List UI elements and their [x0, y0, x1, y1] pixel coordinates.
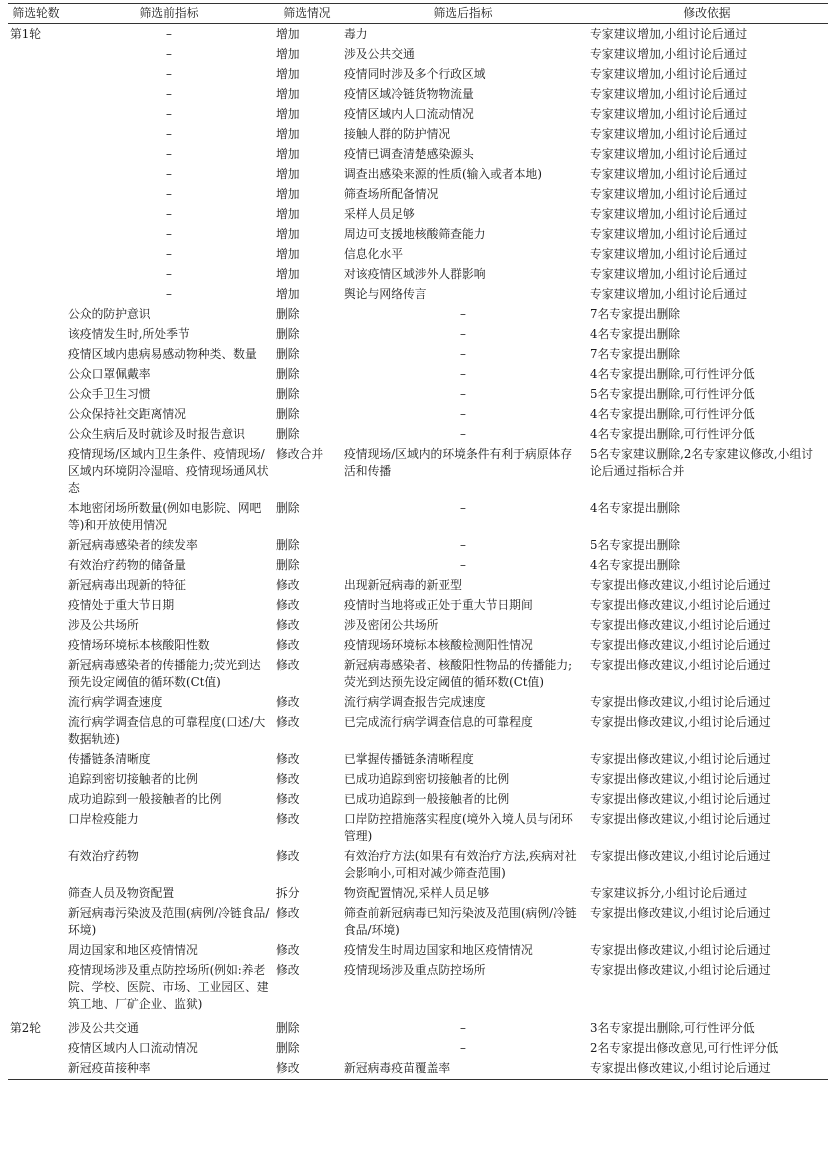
before-indicator-cell: 涉及公共交通 — [68, 1021, 139, 1035]
basis-cell: 专家提出修改建议,小组讨论后通过 — [590, 791, 771, 806]
before-indicator-cell: 本地密闭场所数量(例如电影院、网吧等)和开放使用情况 — [68, 500, 262, 532]
round-cell — [8, 595, 64, 615]
basis-cell: 专家提出修改建议,小组讨论后通过 — [590, 962, 771, 977]
after-indicator-cell: 新冠病毒感染者、核酸阳性物品的传播能力;荧光到达预先设定阈值的循环数(Ct值) — [344, 657, 573, 689]
round-cell — [8, 144, 64, 164]
after-indicator-cell: – — [460, 306, 466, 321]
header-before-indicator: 筛选前指标 — [139, 6, 199, 20]
header-after-indicator: 筛选后指标 — [433, 6, 493, 20]
table-row — [8, 940, 828, 960]
basis-cell: 专家提出修改建议,小组讨论后通过 — [590, 597, 771, 612]
before-indicator-cell: 公众口罩佩戴率 — [68, 366, 151, 381]
table-row — [8, 444, 828, 498]
table-row — [8, 364, 828, 384]
after-indicator-cell: 已完成流行病学调查信息的可靠程度 — [344, 714, 533, 729]
after-indicator-cell: – — [460, 326, 466, 341]
action-cell: 删除 — [276, 1041, 300, 1055]
basis-cell: 2名专家提出修改意见,可行性评分低 — [590, 1041, 779, 1055]
after-indicator-cell: 物资配置情况,采样人员足够 — [344, 885, 490, 900]
action-cell: 修改 — [276, 617, 300, 632]
before-indicator-cell: 流行病学调查信息的可靠程度(口述/大数据轨迹) — [68, 714, 266, 746]
action-cell: 拆分 — [276, 885, 300, 900]
basis-cell: 4名专家提出删除,可行性评分低 — [590, 366, 755, 381]
after-indicator-cell: 口岸防控措施落实程度(境外入境人员与闭环管理) — [344, 811, 573, 843]
table-row — [8, 535, 828, 555]
action-cell: 删除 — [276, 500, 300, 515]
before-indicator-cell: 筛查人员及物资配置 — [68, 885, 175, 900]
after-indicator-cell: 已成功追踪到密切接触者的比例 — [344, 771, 510, 786]
basis-cell: 专家建议增加,小组讨论后通过 — [590, 246, 748, 261]
table-row — [8, 615, 828, 635]
after-indicator-cell: 疫情时当地将或正处于重大节日期间 — [344, 597, 533, 612]
before-indicator-cell: 有效治疗药物的储备量 — [68, 557, 186, 572]
before-indicator-cell: – — [166, 86, 172, 101]
before-indicator-cell: 有效治疗药物 — [68, 848, 139, 863]
table-row — [8, 903, 828, 940]
before-indicator-cell: 成功追踪到一般接触者的比例 — [68, 791, 222, 806]
before-indicator-cell: 该疫情发生时,所处季节 — [68, 326, 190, 341]
round-cell — [8, 364, 64, 384]
basis-cell: 专家建议增加,小组讨论后通过 — [590, 46, 748, 61]
action-cell: 删除 — [276, 537, 300, 552]
table-row — [8, 1039, 828, 1059]
before-indicator-cell: 新冠病毒出现新的特征 — [68, 577, 186, 592]
round-cell — [8, 244, 64, 264]
before-indicator-cell: – — [166, 266, 172, 281]
after-indicator-cell: 有效治疗方法(如果有有效治疗方法,疾病对社会影响小,可相对减少筛查范围) — [344, 848, 577, 880]
round-cell — [8, 164, 64, 184]
table-row — [8, 809, 828, 846]
before-indicator-cell: 涉及公共场所 — [68, 617, 139, 632]
before-indicator-cell: 追踪到密切接触者的比例 — [68, 771, 198, 786]
after-indicator-cell: – — [460, 346, 466, 361]
basis-cell: 专家建议增加,小组讨论后通过 — [590, 206, 748, 221]
basis-cell: 专家提出修改建议,小组讨论后通过 — [590, 657, 771, 672]
round-cell — [8, 655, 64, 692]
after-indicator-cell: 毒力 — [344, 26, 368, 41]
table-row — [8, 164, 828, 184]
before-indicator-cell: 疫情区域内患病易感动物种类、数量 — [68, 346, 257, 361]
table-row — [8, 224, 828, 244]
before-indicator-cell: 疫情现场涉及重点防控场所(例如:养老院、学校、医院、市场、工业园区、建筑工地、厂矿企业、监狱) — [68, 962, 269, 1011]
after-indicator-cell: – — [460, 426, 466, 441]
action-cell: 增加 — [276, 206, 300, 221]
basis-cell: 4名专家提出删除 — [590, 500, 681, 515]
action-cell: 增加 — [276, 106, 300, 121]
after-indicator-cell: 流行病学调查报告完成速度 — [344, 694, 486, 709]
after-indicator-cell: 对该疫情区域涉外人群影响 — [344, 266, 486, 281]
action-cell: 修改 — [276, 597, 300, 612]
action-cell: 增加 — [276, 26, 300, 41]
basis-cell: 3名专家提出删除,可行性评分低 — [590, 1021, 755, 1035]
round-cell — [8, 344, 64, 364]
before-indicator-cell: 新冠病毒感染者的续发率 — [68, 537, 198, 552]
round-cell — [8, 264, 64, 284]
basis-cell: 专家提出修改建议,小组讨论后通过 — [590, 751, 771, 766]
after-indicator-cell: 疫情区域冷链货物物流量 — [344, 86, 474, 101]
table-row — [8, 64, 828, 84]
round-cell — [8, 224, 64, 244]
round-cell — [8, 304, 64, 324]
table-row — [8, 184, 828, 204]
table-row — [8, 244, 828, 264]
action-cell: 增加 — [276, 286, 300, 301]
after-indicator-cell: 涉及公共交通 — [344, 46, 415, 61]
basis-cell: 专家建议增加,小组讨论后通过 — [590, 226, 748, 241]
indicator-screening-table-container — [8, 3, 828, 1080]
table-row — [8, 555, 828, 575]
table-row — [8, 84, 828, 104]
action-cell: 修改 — [276, 771, 300, 786]
action-cell: 增加 — [276, 226, 300, 241]
table-row — [8, 324, 828, 344]
round-cell — [8, 692, 64, 712]
action-cell: 增加 — [276, 166, 300, 181]
round-cell — [8, 204, 64, 224]
before-indicator-cell: 疫情现场/区域内卫生条件、疫情现场/区域内环境阴冷湿暗、疫情现场通风状态 — [68, 446, 269, 495]
after-indicator-cell: 疫情已调查清楚感染源头 — [344, 146, 474, 161]
after-indicator-cell: 疫情发生时周边国家和地区疫情情况 — [344, 942, 533, 957]
table-row — [8, 424, 828, 444]
table-row — [8, 144, 828, 164]
table-row — [8, 712, 828, 749]
round-cell — [8, 124, 64, 144]
after-indicator-cell: 已成功追踪到一般接触者的比例 — [344, 791, 510, 806]
after-indicator-cell: 涉及密闭公共场所 — [344, 617, 439, 632]
basis-cell: 专家提出修改建议,小组讨论后通过 — [590, 848, 771, 863]
basis-cell: 专家提出修改建议,小组讨论后通过 — [590, 617, 771, 632]
before-indicator-cell: 传播链条清晰度 — [68, 751, 151, 766]
table-row — [8, 344, 828, 364]
table-row — [8, 264, 828, 284]
basis-cell: 专家提出修改建议,小组讨论后通过 — [590, 942, 771, 957]
action-cell: 增加 — [276, 86, 300, 101]
action-cell: 修改 — [276, 637, 300, 652]
round-cell — [8, 424, 64, 444]
table-row — [8, 124, 828, 144]
table-body — [8, 24, 828, 1080]
basis-cell: 专家提出修改建议,小组讨论后通过 — [590, 771, 771, 786]
round-cell — [8, 635, 64, 655]
before-indicator-cell: – — [166, 226, 172, 241]
round-cell — [8, 789, 64, 809]
basis-cell: 专家提出修改建议,小组讨论后通过 — [590, 637, 771, 652]
round-cell — [8, 64, 64, 84]
action-cell: 修改 — [276, 1061, 300, 1075]
basis-cell: 专家建议增加,小组讨论后通过 — [590, 146, 748, 161]
table-row — [8, 769, 828, 789]
basis-cell: 7名专家提出删除 — [590, 306, 681, 321]
header-round: 筛选轮数 — [12, 6, 60, 20]
basis-cell: 专家建议增加,小组讨论后通过 — [590, 266, 748, 281]
basis-cell: 专家建议增加,小组讨论后通过 — [590, 86, 748, 101]
basis-cell: 专家建议增加,小组讨论后通过 — [590, 186, 748, 201]
before-indicator-cell: – — [166, 46, 172, 61]
before-indicator-cell: – — [166, 286, 172, 301]
basis-cell: 专家提出修改建议,小组讨论后通过 — [590, 694, 771, 709]
table-row — [8, 1059, 828, 1080]
before-indicator-cell: – — [166, 206, 172, 221]
round-cell — [8, 184, 64, 204]
before-indicator-cell: – — [166, 246, 172, 261]
round-cell: 第1轮 — [10, 26, 42, 41]
action-cell: 修改 — [276, 694, 300, 709]
after-indicator-cell: 筛查场所配备情况 — [344, 186, 439, 201]
before-indicator-cell: 公众手卫生习惯 — [68, 386, 151, 401]
basis-cell: 7名专家提出删除 — [590, 346, 681, 361]
before-indicator-cell: 流行病学调查速度 — [68, 694, 163, 709]
after-indicator-cell: 周边可支援地核酸筛查能力 — [344, 226, 486, 241]
action-cell: 修改 — [276, 811, 300, 826]
before-indicator-cell: 新冠病毒感染者的传播能力;荧光到达预先设定阈值的循环数(Ct值) — [68, 657, 261, 689]
header-basis: 修改依据 — [683, 6, 731, 20]
header-action: 筛选情况 — [283, 6, 331, 20]
action-cell: 修改 — [276, 791, 300, 806]
round-cell: 第2轮 — [10, 1021, 42, 1035]
action-cell: 增加 — [276, 126, 300, 141]
table-row — [8, 498, 828, 535]
action-cell: 修改 — [276, 962, 300, 977]
table-row — [8, 749, 828, 769]
after-indicator-cell: – — [460, 386, 466, 401]
table-row — [8, 575, 828, 595]
action-cell: 修改 — [276, 751, 300, 766]
round-cell — [8, 960, 64, 1014]
table-row — [8, 204, 828, 224]
round-cell — [8, 384, 64, 404]
table-row — [8, 655, 828, 692]
round-cell — [8, 883, 64, 903]
after-indicator-cell: – — [460, 537, 466, 552]
action-cell: 修改 — [276, 714, 300, 729]
round-cell — [8, 712, 64, 749]
before-indicator-cell: – — [166, 166, 172, 181]
after-indicator-cell: – — [460, 500, 466, 515]
indicator-screening-table — [8, 3, 828, 1080]
table-row — [8, 404, 828, 424]
table-row — [8, 595, 828, 615]
basis-cell: 4名专家提出删除,可行性评分低 — [590, 426, 755, 441]
round-cell — [8, 498, 64, 535]
table-row — [8, 846, 828, 883]
round-cell — [8, 575, 64, 595]
after-indicator-cell: – — [460, 406, 466, 421]
action-cell: 增加 — [276, 46, 300, 61]
action-cell: 修改合并 — [276, 446, 324, 461]
before-indicator-cell: – — [166, 126, 172, 141]
after-indicator-cell: 出现新冠病毒的新亚型 — [344, 577, 462, 592]
table-row — [8, 1014, 828, 1039]
basis-cell: 5名专家提出删除,可行性评分低 — [590, 386, 755, 401]
basis-cell: 专家提出修改建议,小组讨论后通过 — [590, 811, 771, 826]
action-cell: 增加 — [276, 266, 300, 281]
after-indicator-cell: 疫情区域内人口流动情况 — [344, 106, 474, 121]
table-row — [8, 284, 828, 304]
table-row — [8, 24, 828, 45]
basis-cell: 专家建议拆分,小组讨论后通过 — [590, 885, 748, 900]
action-cell: 修改 — [276, 848, 300, 863]
after-indicator-cell: 疫情同时涉及多个行政区域 — [344, 66, 486, 81]
basis-cell: 专家提出修改建议,小组讨论后通过 — [590, 577, 771, 592]
round-cell — [8, 535, 64, 555]
basis-cell: 专家建议增加,小组讨论后通过 — [590, 126, 748, 141]
after-indicator-cell: 疫情现场涉及重点防控场所 — [344, 962, 486, 977]
round-cell — [8, 84, 64, 104]
before-indicator-cell: 公众生病后及时就诊及时报告意识 — [68, 426, 245, 441]
after-indicator-cell: – — [460, 1021, 466, 1035]
action-cell: 修改 — [276, 577, 300, 592]
round-cell — [8, 44, 64, 64]
table-row — [8, 789, 828, 809]
before-indicator-cell: 公众保持社交距离情况 — [68, 406, 186, 421]
after-indicator-cell: 舆论与网络传言 — [344, 286, 427, 301]
before-indicator-cell: 新冠疫苗接种率 — [68, 1061, 151, 1075]
after-indicator-cell: 信息化水平 — [344, 246, 403, 261]
round-cell — [8, 940, 64, 960]
action-cell: 增加 — [276, 146, 300, 161]
table-row — [8, 883, 828, 903]
action-cell: 删除 — [276, 406, 300, 421]
before-indicator-cell: 口岸检疫能力 — [68, 811, 139, 826]
after-indicator-cell: 已掌握传播链条清晰程度 — [344, 751, 474, 766]
before-indicator-cell: 周边国家和地区疫情情况 — [68, 942, 198, 957]
action-cell: 删除 — [276, 306, 300, 321]
action-cell: 修改 — [276, 657, 300, 672]
basis-cell: 专家提出修改建议,小组讨论后通过 — [590, 714, 771, 729]
before-indicator-cell: 公众的防护意识 — [68, 306, 151, 321]
after-indicator-cell: 疫情现场环境标本核酸检测阳性情况 — [344, 637, 533, 652]
round-cell — [8, 1059, 64, 1080]
table-header-row — [8, 4, 828, 24]
round-cell — [8, 749, 64, 769]
round-cell — [8, 555, 64, 575]
after-indicator-cell: 调查出感染来源的性质(输入或者本地) — [344, 166, 542, 181]
table-row — [8, 692, 828, 712]
action-cell: 删除 — [276, 346, 300, 361]
action-cell: 删除 — [276, 426, 300, 441]
action-cell: 删除 — [276, 366, 300, 381]
before-indicator-cell: 新冠病毒污染波及范围(病例/冷链食品/环境) — [68, 905, 270, 937]
before-indicator-cell: 疫情场环境标本核酸阳性数 — [68, 637, 210, 652]
round-cell — [8, 284, 64, 304]
after-indicator-cell: 接触人群的防护情况 — [344, 126, 451, 141]
before-indicator-cell: – — [166, 146, 172, 161]
round-cell — [8, 324, 64, 344]
action-cell: 修改 — [276, 905, 300, 920]
before-indicator-cell: – — [166, 186, 172, 201]
action-cell: 删除 — [276, 557, 300, 572]
after-indicator-cell: 采样人员足够 — [344, 206, 415, 221]
basis-cell: 专家提出修改建议,小组讨论后通过 — [590, 1061, 771, 1075]
table-row — [8, 304, 828, 324]
table-row — [8, 384, 828, 404]
action-cell: 删除 — [276, 386, 300, 401]
round-cell — [8, 769, 64, 789]
before-indicator-cell: – — [166, 26, 172, 41]
basis-cell: 5名专家提出删除 — [590, 537, 681, 552]
round-cell — [8, 903, 64, 940]
round-cell — [8, 615, 64, 635]
round-cell — [8, 444, 64, 498]
basis-cell: 专家建议增加,小组讨论后通过 — [590, 166, 748, 181]
action-cell: 增加 — [276, 186, 300, 201]
basis-cell: 专家建议增加,小组讨论后通过 — [590, 66, 748, 81]
action-cell: 删除 — [276, 1021, 300, 1035]
after-indicator-cell: – — [460, 366, 466, 381]
before-indicator-cell: – — [166, 106, 172, 121]
before-indicator-cell: 疫情处于重大节日期 — [68, 597, 175, 612]
round-cell — [8, 104, 64, 124]
table-row — [8, 960, 828, 1014]
basis-cell: 专家建议增加,小组讨论后通过 — [590, 106, 748, 121]
action-cell: 增加 — [276, 246, 300, 261]
after-indicator-cell: – — [460, 557, 466, 572]
action-cell: 修改 — [276, 942, 300, 957]
round-cell — [8, 1039, 64, 1059]
after-indicator-cell: 新冠病毒疫苗覆盖率 — [344, 1061, 451, 1075]
basis-cell: 4名专家提出删除,可行性评分低 — [590, 406, 755, 421]
basis-cell: 5名专家建议删除,2名专家建议修改,小组讨论后通过指标合并 — [590, 446, 814, 478]
table-row — [8, 104, 828, 124]
action-cell: 删除 — [276, 326, 300, 341]
basis-cell: 专家建议增加,小组讨论后通过 — [590, 26, 748, 41]
basis-cell: 4名专家提出删除 — [590, 326, 681, 341]
before-indicator-cell: 疫情区域内人口流动情况 — [68, 1041, 198, 1055]
after-indicator-cell: – — [460, 1041, 466, 1055]
after-indicator-cell: 疫情现场/区域内的环境条件有利于病原体存活和传播 — [344, 446, 573, 478]
after-indicator-cell: 筛查前新冠病毒已知污染波及范围(病例/冷链食品/环境) — [344, 905, 577, 937]
round-cell — [8, 404, 64, 424]
round-cell — [8, 809, 64, 846]
basis-cell: 4名专家提出删除 — [590, 557, 681, 572]
basis-cell: 专家提出修改建议,小组讨论后通过 — [590, 905, 771, 920]
before-indicator-cell: – — [166, 66, 172, 81]
basis-cell: 专家建议增加,小组讨论后通过 — [590, 286, 748, 301]
action-cell: 增加 — [276, 66, 300, 81]
table-row — [8, 635, 828, 655]
round-cell — [8, 846, 64, 883]
table-row — [8, 44, 828, 64]
